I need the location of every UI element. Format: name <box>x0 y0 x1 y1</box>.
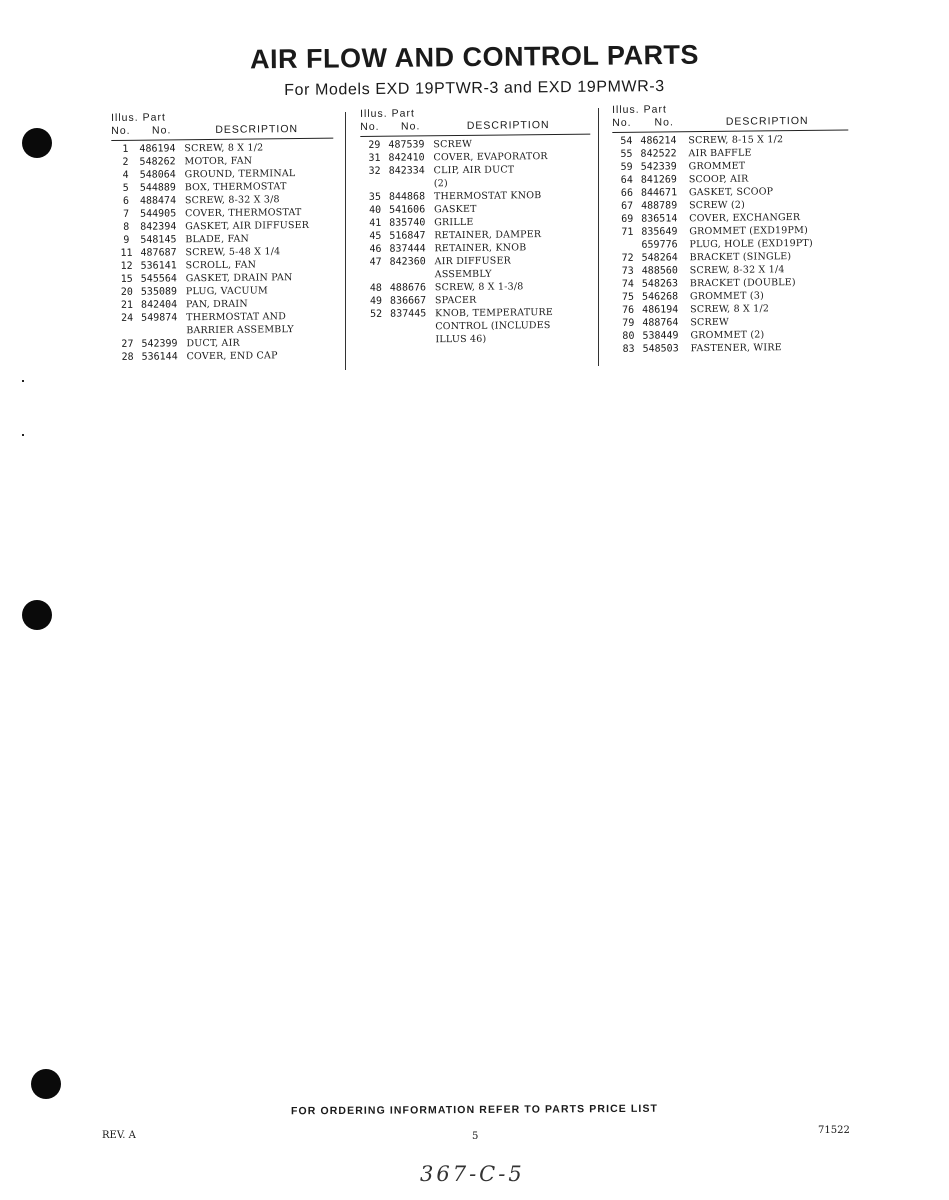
part-description: GROUND, TERMINAL <box>184 168 296 181</box>
parts-column-1 <box>111 110 336 364</box>
illus-number: 72 <box>621 252 634 264</box>
illus-number: 80 <box>622 330 635 342</box>
document-number: 71522 <box>818 1125 850 1136</box>
illus-number: 12 <box>120 260 133 272</box>
part-description: PAN, DRAIN <box>185 298 248 311</box>
part-description: ILLUS 46) <box>435 333 487 346</box>
binder-hole-top <box>22 128 52 158</box>
part-description: THERMOSTAT KNOB <box>433 190 542 203</box>
header-part: Part <box>391 107 415 120</box>
part-row <box>362 332 592 347</box>
part-number: 548263 <box>641 278 679 290</box>
illus-number: 35 <box>368 191 382 203</box>
illus-number: 76 <box>622 304 635 316</box>
header-illus-no: No. <box>360 120 380 133</box>
part-description: SCREW, 8 X 1/2 <box>690 303 770 316</box>
part-number: 842522 <box>640 148 677 160</box>
illus-number: 7 <box>122 208 130 220</box>
part-description: SCREW (2) <box>689 199 746 212</box>
part-number: 542399 <box>141 338 178 350</box>
illus-number: 1 <box>122 143 129 155</box>
part-number: 842410 <box>388 152 425 164</box>
part-number: 844671 <box>640 187 678 199</box>
page-subtitle: For Models EXD 19PTWR-3 and EXD 19PMWR-3 <box>284 78 665 99</box>
part-row <box>615 341 851 356</box>
illus-number <box>113 325 141 338</box>
illus-number: 5 <box>122 182 129 194</box>
part-row <box>114 349 336 364</box>
part-number: 837444 <box>389 243 426 255</box>
illus-number: 49 <box>369 295 383 307</box>
illus-number: 54 <box>620 135 633 147</box>
part-description: GASKET <box>434 203 477 216</box>
part-number: 536141 <box>140 260 177 272</box>
column-header-row <box>111 123 333 139</box>
part-description: ASSEMBLY <box>434 268 492 281</box>
part-description: SCREW, 5-48 X 1/4 <box>185 246 281 259</box>
illus-number: 59 <box>620 161 633 173</box>
part-description: GASKET, SCOOP <box>688 186 774 199</box>
part-description: COVER, EVAPORATOR <box>433 151 548 164</box>
part-description: SCREW, 8-15 X 1/2 <box>688 134 784 147</box>
part-number: 844868 <box>388 191 426 203</box>
illus-number: 74 <box>621 278 634 290</box>
part-description: SCREW, 8-32 X 3/8 <box>184 194 280 207</box>
part-number <box>390 333 435 346</box>
part-number: 544905 <box>140 208 177 220</box>
illus-number: 47 <box>369 256 382 268</box>
part-description: RETAINER, KNOB <box>434 242 527 255</box>
part-number: 488676 <box>389 282 427 294</box>
illus-number: 71 <box>621 226 634 238</box>
part-number: 659776 <box>641 239 678 251</box>
part-description: COVER, EXCHANGER <box>689 212 801 225</box>
part-description: SCREW <box>690 316 729 329</box>
part-number: 548064 <box>139 169 176 181</box>
part-description: BOX, THERMOSTAT <box>184 181 287 194</box>
part-number: 545564 <box>140 273 177 285</box>
parts-column-2 <box>360 106 592 347</box>
part-description: BRACKET (DOUBLE) <box>689 277 796 290</box>
header-description: DESCRIPTION <box>466 119 550 132</box>
part-number: 536144 <box>141 351 178 363</box>
part-number: 836514 <box>641 213 678 225</box>
illus-number: 64 <box>620 174 633 186</box>
part-description: DUCT, AIR <box>186 337 240 350</box>
part-number: 544889 <box>139 182 176 194</box>
part-number: 486214 <box>640 135 677 147</box>
illus-number: 11 <box>120 247 133 259</box>
illus-number <box>362 269 390 282</box>
part-description: CLIP, AIR DUCT <box>433 164 515 177</box>
column-divider <box>345 112 346 370</box>
parts-list <box>612 133 850 356</box>
column-header-row <box>360 119 590 135</box>
part-number: 549874 <box>141 312 178 324</box>
column-header-row <box>612 115 848 131</box>
illus-number: 28 <box>121 351 134 363</box>
illus-number: 29 <box>368 139 381 151</box>
illus-number: 66 <box>620 187 634 199</box>
part-number <box>389 177 434 190</box>
illus-number: 69 <box>621 213 634 225</box>
part-number: 548264 <box>641 252 678 264</box>
header-part-no: No. <box>151 124 172 137</box>
part-number: 841269 <box>640 174 677 186</box>
parts-column-3 <box>612 102 851 356</box>
part-number: 835740 <box>389 217 426 229</box>
part-description: BLADE, FAN <box>185 233 250 246</box>
part-description: GASKET, AIR DIFFUSER <box>185 219 310 233</box>
part-number: 535089 <box>140 286 178 298</box>
part-number: 842394 <box>140 221 177 233</box>
part-number: 842334 <box>388 165 425 177</box>
illus-number: 31 <box>368 152 381 164</box>
part-description: CONTROL (INCLUDES <box>435 320 551 333</box>
part-description: PLUG, VACUUM <box>185 285 268 298</box>
illus-number: 20 <box>120 286 133 298</box>
part-description: SPACER <box>434 294 477 307</box>
illus-number: 67 <box>620 200 634 212</box>
part-number: 842360 <box>389 256 426 268</box>
part-description: SCREW <box>433 138 473 151</box>
part-description: AIR DIFFUSER <box>434 255 512 268</box>
part-description: COVER, END CAP <box>186 350 278 363</box>
part-number <box>390 320 435 333</box>
ordering-note: FOR ORDERING INFORMATION REFER TO PARTS PRICE LIST <box>290 1102 659 1118</box>
header-part-no: No. <box>400 120 421 133</box>
part-number: 541606 <box>389 204 426 216</box>
illus-number: 75 <box>621 291 635 303</box>
part-description: GROMMET (EXD19PM) <box>689 224 809 238</box>
parts-list <box>360 137 592 347</box>
header-illus: Illus. <box>111 111 139 124</box>
part-description: KNOB, TEMPERATURE <box>435 306 554 320</box>
header-description: DESCRIPTION <box>215 123 299 136</box>
part-description: FASTENER, WIRE <box>690 342 782 355</box>
header-description: DESCRIPTION <box>725 114 809 128</box>
part-row <box>112 219 334 234</box>
illus-number: 46 <box>369 243 382 255</box>
scan-speck <box>22 380 24 382</box>
part-number: 486194 <box>139 143 176 155</box>
page-title: AIR FLOW AND CONTROL PARTS <box>249 39 700 75</box>
header-part: Part <box>142 111 166 124</box>
illus-number: 4 <box>122 169 129 181</box>
illus-number: 2 <box>122 156 129 168</box>
part-number: 542339 <box>640 161 677 173</box>
part-description: BRACKET (SINGLE) <box>689 251 792 264</box>
part-number: 516847 <box>389 230 426 242</box>
part-number: 548262 <box>139 156 176 168</box>
illus-number: 40 <box>368 204 382 216</box>
part-number: 548503 <box>642 343 679 355</box>
part-description: AIR BAFFLE <box>688 147 752 160</box>
revision-label: REV. A <box>102 1130 136 1141</box>
part-description: GROMMET (2) <box>690 329 765 342</box>
illus-number: 73 <box>621 265 634 277</box>
part-number: 488560 <box>641 265 678 277</box>
header-part: Part <box>643 103 667 116</box>
header-part-no: No. <box>654 116 674 129</box>
part-number: 546268 <box>641 291 679 303</box>
part-description: GRILLE <box>434 216 474 229</box>
part-number: 487539 <box>388 139 425 151</box>
part-description: GROMMET <box>688 160 746 173</box>
illus-number: 55 <box>620 148 633 160</box>
part-number: 837445 <box>390 308 427 320</box>
part-description: SCOOP, AIR <box>688 173 749 186</box>
part-number: 487687 <box>140 247 177 259</box>
part-number: 538449 <box>642 330 679 342</box>
part-description: SCROLL, FAN <box>185 259 257 272</box>
part-description: PLUG, HOLE (EXD19PT) <box>689 237 813 251</box>
part-description: MOTOR, FAN <box>184 155 253 168</box>
part-number: 488764 <box>642 317 679 329</box>
header-illus: Illus. <box>360 107 388 120</box>
illus-number: 48 <box>369 282 382 294</box>
illus-number: 8 <box>123 221 130 233</box>
part-description: (2) <box>433 178 448 190</box>
handwritten-note: 367-C-5 <box>420 1162 525 1186</box>
illus-number: 9 <box>123 234 130 246</box>
part-number <box>390 268 435 281</box>
part-description: GROMMET (3) <box>689 290 765 303</box>
binder-hole-middle <box>22 600 52 630</box>
header-illus-no: No. <box>111 124 131 137</box>
part-description: THERMOSTAT AND <box>186 311 287 324</box>
parts-list <box>111 141 335 364</box>
part-number: 842404 <box>140 299 178 311</box>
part-description: SCREW, 8 X 1/2 <box>184 142 264 155</box>
illus-number: 83 <box>622 343 635 355</box>
illus-number <box>613 239 641 252</box>
scan-speck <box>22 434 24 436</box>
binder-hole-bottom <box>31 1069 61 1099</box>
illus-number: 21 <box>120 299 134 311</box>
part-number: 486194 <box>642 304 679 316</box>
part-description: COVER, THERMOSTAT <box>185 207 302 220</box>
part-description: GASKET, DRAIN PAN <box>185 272 293 285</box>
illus-number <box>362 321 390 334</box>
illus-number: 15 <box>120 273 133 285</box>
illus-number: 27 <box>121 338 134 350</box>
part-number: 836667 <box>389 295 427 307</box>
part-number: 835649 <box>641 226 678 238</box>
header-illus: Illus. <box>612 103 640 116</box>
illus-number: 52 <box>370 308 383 320</box>
part-description: RETAINER, DAMPER <box>434 229 542 242</box>
illus-number: 24 <box>121 312 134 324</box>
illus-number <box>362 334 390 347</box>
part-description: BARRIER ASSEMBLY <box>186 324 294 337</box>
illus-number: 32 <box>368 165 381 177</box>
part-number: 548145 <box>140 234 177 246</box>
page-number: 5 <box>472 1131 479 1142</box>
illus-number: 6 <box>122 195 130 207</box>
part-number <box>141 324 186 337</box>
column-divider <box>598 108 599 366</box>
part-number: 488789 <box>641 200 678 212</box>
illus-number: 41 <box>369 217 382 229</box>
illus-number: 45 <box>369 230 382 242</box>
part-description: SCREW, 8 X 1-3/8 <box>434 281 524 294</box>
part-number: 488474 <box>139 195 177 207</box>
header-illus-no: No. <box>612 116 632 129</box>
illus-number: 79 <box>622 317 635 329</box>
illus-number <box>361 178 389 191</box>
part-description: SCREW, 8-32 X 1/4 <box>689 264 785 277</box>
